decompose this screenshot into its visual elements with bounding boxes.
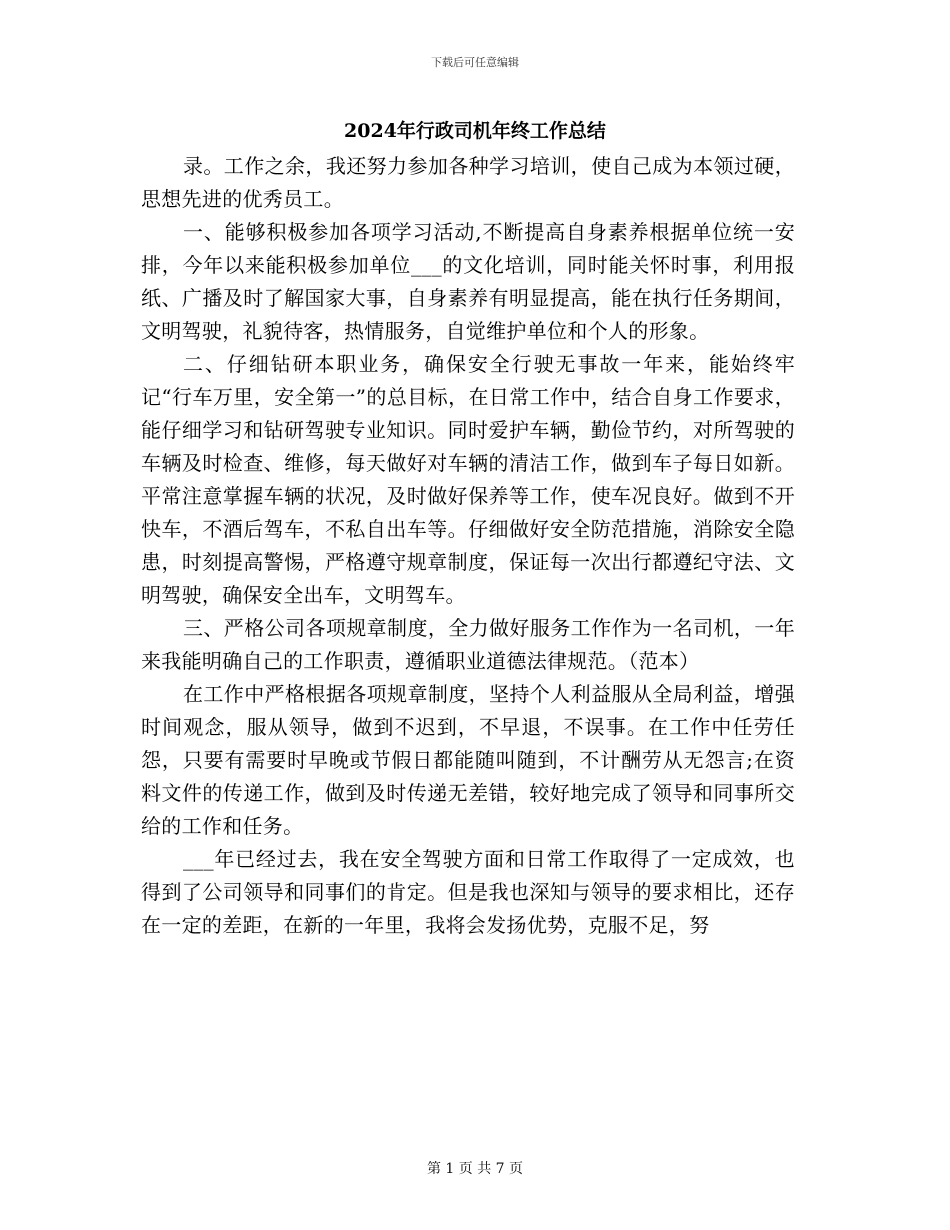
paragraph-1: 录。工作之余，我还努力参加各种学习培训，使自己成为本领过硬，思想先进的优秀员工。 [141,154,795,211]
paragraph-2: 一、能够积极参加各项学习活动,不断提高自身素养根据单位统一安排，今年以来能积极参加单位___的文化培训，同时能关怀时事，利用报纸、广播及时了解国家大事，自身素养有明显提高，能在执行任务期间，文明驾驶，礼貌待客，热情服务，自觉维护单位和个人的形象。 [141,220,795,343]
header-note: 下载后可任意编辑 [431,56,519,69]
document-title: 2024年行政司机年终工作总结 [344,120,606,142]
paragraph-4: 三、严格公司各项规章制度，全力做好服务工作作为一名司机，一年来我能明确自己的工作职责，遵循职业道德法律规范。（范本） [141,616,795,673]
paragraph-5: 在工作中严格根据各项规章制度，坚持个人利益服从全局利益，增强时间观念，服从领导，做到不迟到，不早退，不误事。在工作中任劳任怨，只要有需要时早晚或节假日都能随叫随到，不计酬劳从无怨言;在资料文件的传递工作，做到及时传递无差错，较好地完成了领导和同事所交给的工作和任务。 [141,682,795,838]
page-footer: 第 1 页 共 7 页 [426,1161,524,1177]
paragraph-3: 二、仔细钻研本职业务，确保安全行驶无事故一年来，能始终牢记“行车万里，安全第一”的总目标，在日常工作中，结合自身工作要求，能仔细学习和钻研驾驶专业知识。同时爱护车辆，勤俭节约，对所驾驶的车辆及时检查、维修，每天做好对车辆的清洁工作，做到车子每日如新。平常注意掌握车辆的状况，及时做好保养等工作，使车况良好。做到不开快车，不酒后驾车，不私自出车等。仔细做好安全防范措施，消除安全隐患，时刻提高警惕，严格遵守规章制度，保证每一次出行都遵纪守法、文明驾驶，确保安全出车，文明驾车。 [141,352,795,607]
document-body [141,150,795,942]
paragraph-6: ___年已经过去，我在安全驾驶方面和日常工作取得了一定成效，也得到了公司领导和同事们的肯定。但是我也深知与领导的要求相比，还存在一定的差距，在新的一年里，我将会发扬优势，克服不足，努 [141,847,795,937]
